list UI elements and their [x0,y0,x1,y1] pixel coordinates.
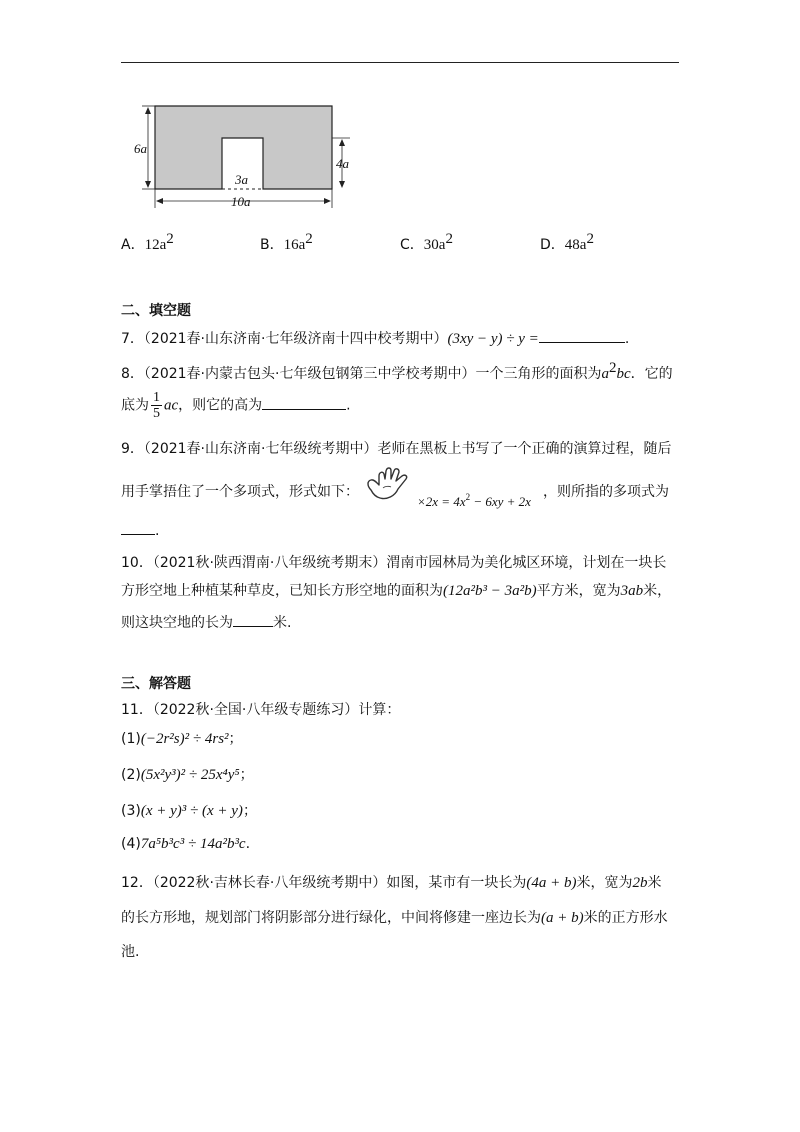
question-9-line1: 9．（2021春·山东济南·七年级统考期中）老师在黑板上书写了一个正确的演算过程，随后 [121,441,672,457]
question-8-line1: 8．（2021春·内蒙古包头·七年级包钢第三中学校考期中）一个三角形的面积为$a^2bc$．它的 [121,360,673,382]
fraction-one-fifth: $\frac{1}{5}$ [153,390,160,421]
choice-d: D．$48a^2$ [540,231,594,253]
answer-blank-7 [539,328,625,343]
label-10a: 10a [231,194,251,209]
question-9-line3: . [121,520,159,539]
choice-a: A．$12a^2$ [121,231,174,253]
answer-blank-9 [121,520,155,535]
answer-blank-8 [262,395,346,410]
choice-b: B．$16a^2$ [260,231,313,253]
section-heading-solve: 三、解答题 [121,676,191,692]
question-11-part-2: (2)(5x²y³)² ÷ 25x⁴y⁵； [121,767,254,783]
question-11: 11．（2022秋·全国·八年级专题练习）计算： [121,702,401,718]
question-11-part-3: (3)(x + y)³ ÷ (x + y)； [121,803,257,819]
question-9-expression: $\times 2x = 4x^2 - 6xy + 2x$ [417,492,531,509]
question-10-line1: 10．（2021秋·陕西渭南·八年级统考期末）渭南市园林局为美化城区环境，计划在一块长 [121,555,667,571]
choice-c: C．$30a^2$ [400,231,453,253]
header-rule [121,62,679,63]
answer-blank-10 [233,612,273,627]
section-heading-fill-blank: 二、填空题 [121,303,191,319]
hand-icon [365,466,419,504]
question-10-line3: 则这块空地的长为 米. [121,612,291,632]
question-12-line2: 的长方形地，规划部门将阴影部分进行绿化，中间将修建一座边长为(a + b)米的正方形水 [121,910,668,926]
question-7: 7．（2021春·山东济南·七年级济南十四中校考期中）(3xy − y) ÷ y = . [121,328,629,348]
question-10-line2: 方形空地上种植某种草皮，已知长方形空地的面积为(12a²b³ − 3a²b)平方米，宽为3ab米， [121,583,672,599]
question-12-line3: 池. [121,944,140,960]
label-3a: 3a [235,172,248,187]
question-9-line2-tail: ，则所指的多项式为 [543,484,669,500]
question-12-line1: 12．（2022秋·吉林长春·八年级统考期中）如图，某市有一块长为(4a + b)米，宽为2b米 [121,875,662,891]
label-6a: 6a [134,141,147,156]
label-4a: 4a [336,156,349,171]
question-9-line2: 用手掌捂住了一个多项式，形式如下： [121,484,359,500]
question-11-part-4: (4)7a⁵b³c³ ÷ 14a²b³c. [121,836,251,852]
question-11-part-1: (1)(−2r²s)² ÷ 4rs²； [121,731,243,747]
question-8-line2: 底为 $\frac{1}{5}$ ac，则它的高为 . [121,390,351,421]
